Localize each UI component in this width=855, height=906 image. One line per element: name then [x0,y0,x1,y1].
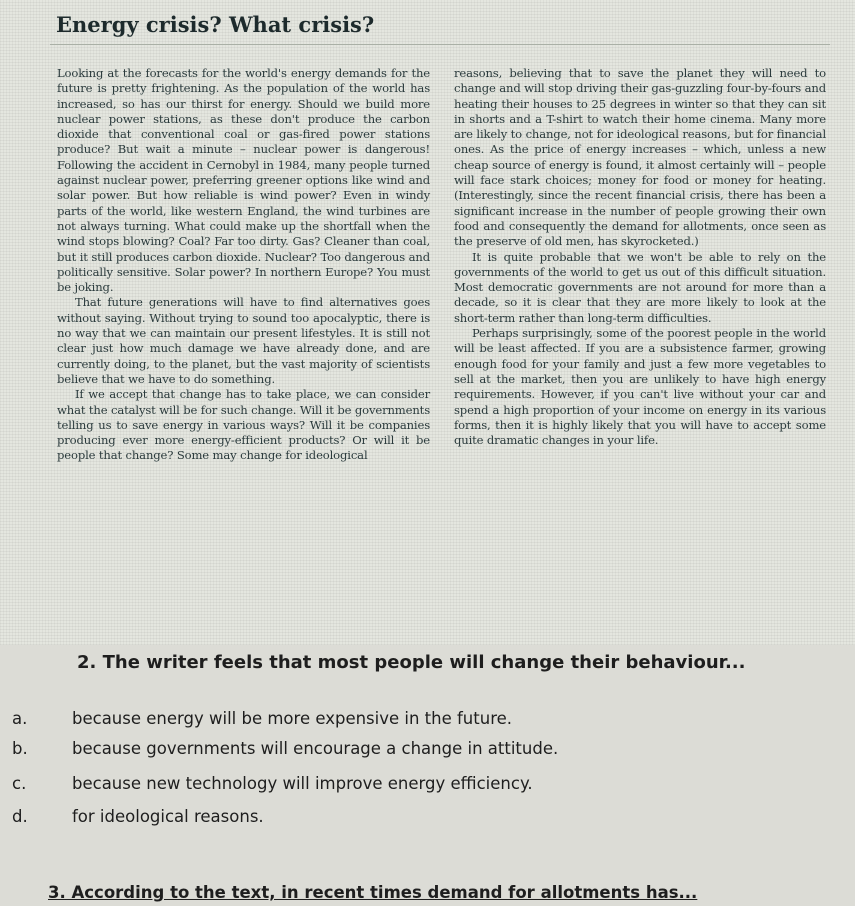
option-letter: d. [12,807,28,826]
option-c[interactable] [12,774,533,793]
article-left-column [57,66,430,464]
left-paragraph-1: Looking at the forecasts for the world's energy demands for the future is pretty frightening. As the population of the world has increased, so has our thirst for energy. Should we build more nuclear power stations, as these don't produce the carbon dioxide that conventional coal or gas-fired power stations produce? But wait a minute – nuclear power is dangerous! Following the accident in Cernobyl in 1984, many people turned against nuclear power, preferring greener options like wind and solar power. But how reliable is wind power? Even in windy parts of the world, like western England, the wind turbines are not always turning. What could make up the shortfall when the wind stops blowing? Coal? Far too dirty. Gas? Cleaner than coal, but it still produces carbon dioxide. Nuclear? Too dangerous and politically sensitive. Solar power? In northern Europe? You must be joking. [57,66,430,295]
option-text: for ideological reasons. [72,807,264,826]
option-a[interactable] [12,709,512,728]
option-letter: b. [12,739,28,758]
left-paragraph-3: If we accept that change has to take place, we can consider what the catalyst will be for such change. Will it be governments telling us to save energy in various ways? Will it be companies producing ever more energy-efficient products? Or will it be people that change? Some may change for ideological [57,387,430,463]
option-b[interactable] [12,739,558,758]
option-text: because new technology will improve energy efficiency. [72,774,533,793]
right-paragraph-1: reasons, believing that to save the planet they will need to change and will stop driving their gas-guzzling four-by-fours and heating their houses to 25 degrees in winter so that they can sit in shorts and a T-shirt to watch their home cinema. Many more are likely to change, not for ideological reasons, but for financial ones. As the price of energy increases – which, unless a new cheap source of energy is found, it almost certainly will – people will face stark choices; money for food or money for heating. (Interestingly, since the recent financial crisis, there has been a significant increase in the number of people growing their own food and consequently the demand for allotments, once seen as the preserve of old men, has skyrocketed.) [454,66,826,249]
left-paragraph-2: That future generations will have to find alternatives goes without saying. Without trying to sound too apocalyptic, there is no way that we can maintain our present lifestyles. It is still not clear just how much damage we have already done, and are currently doing, to the planet, but the vast majority of scientists believe that we have to do something. [57,295,430,386]
next-question-prompt: 3. According to the text, in recent times demand for allotments has... [48,883,698,902]
article-right-column [454,66,826,448]
option-letter: a. [12,709,28,728]
option-text: because governments will encourage a change in attitude. [72,739,559,758]
option-d[interactable] [12,807,264,826]
right-paragraph-2: It is quite probable that we won't be able to rely on the governments of the world to get us out of this difficult situation. Most democratic governments are not around for more than a decade, so it is clear that they are more likely to look at the short-term rather than long-term difficulties. [454,249,826,325]
title-rule [50,44,830,45]
option-letter: c. [12,774,27,793]
article-title: Energy crisis? What crisis? [56,12,375,37]
option-text: because energy will be more expensive in the future. [72,709,513,728]
question-prompt: 2. The writer feels that most people will change their behaviour... [77,652,746,673]
right-paragraph-3: Perhaps surprisingly, some of the poorest people in the world will be least affected. If you are a subsistence farmer, growing enough food for your family and just a few more vegetables to sell at the market, then you are unlikely to have high energy requirements. However, if you can't live without your car and spend a high proportion of your income on energy in its various forms, then it is highly likely that you will have to accept some quite dramatic changes in your life. [454,326,826,448]
